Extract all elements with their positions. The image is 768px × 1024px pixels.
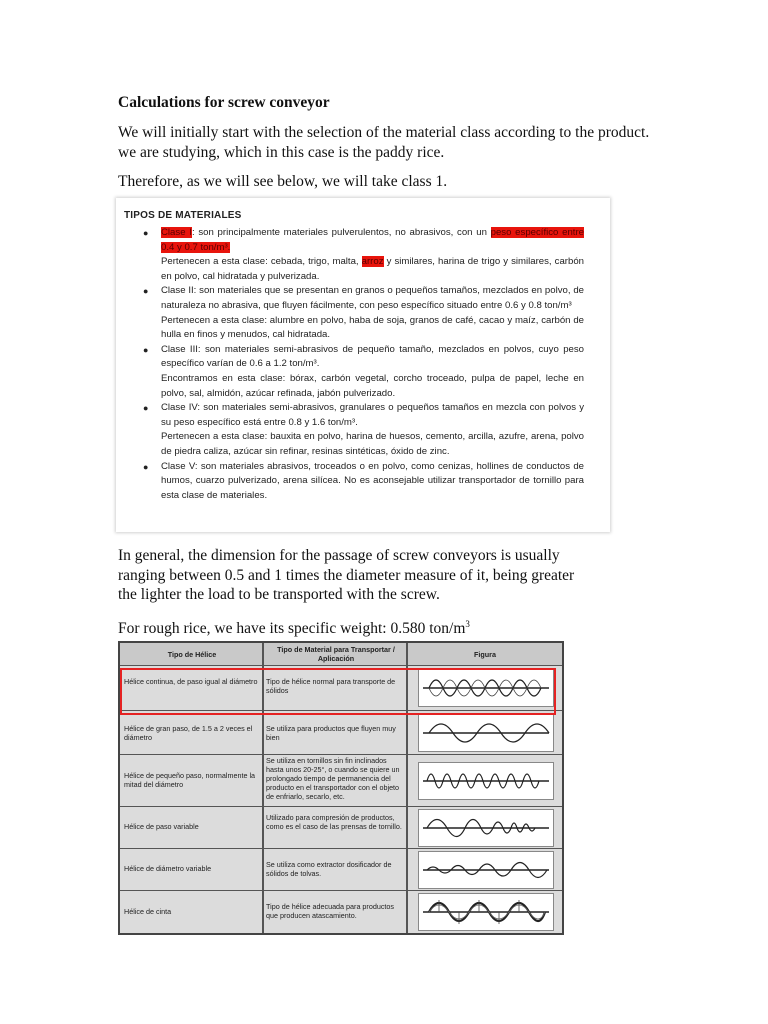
class-1-label: Clase I <box>161 227 192 238</box>
class-1-members-rest: y similares, harina de trigo y similares, carbón en polvo, cal hidratada y pulverizada. <box>161 256 584 282</box>
bullet-icon: ● <box>143 403 149 414</box>
row-tipo: Hélice de pequeño paso, normalmente la mitad del diámetro <box>124 771 256 789</box>
class-4-members: Pertenecen a esta clase: bauxita en polvo, harina de huesos, cemento, arcilla, azufre, arena, polvo de piedra caliza, azúcar sin refinar, resinas sintéticas, óxido de zinc. <box>161 431 584 457</box>
material-class-5 <box>116 460 610 504</box>
rice-weight-exponent: 3 <box>465 619 470 629</box>
helix-variable-pitch-figure <box>418 809 554 847</box>
materials-table-image <box>116 198 610 532</box>
bullet-icon: ● <box>143 228 149 238</box>
bullet-icon: ● <box>143 461 149 472</box>
rice-weight-text: For rough rice, we have its specific weight: 0.580 ton/m <box>118 620 466 638</box>
material-class-4 <box>116 401 610 459</box>
rice-highlight: arroz <box>361 256 384 268</box>
row-tipo: Hélice de gran paso, de 1.5 a 2 veces el diámetro <box>124 724 253 742</box>
intro-line-3: Therefore, as we will see below, we will take class 1. <box>118 173 448 190</box>
row-aplicacion: Tipo de hélice normal para transporte de sólidos <box>266 677 396 695</box>
helix-small-pitch-figure <box>418 762 554 800</box>
row-tipo: Hélice continua, de paso igual al diámetro <box>124 677 258 686</box>
general-line-1: In general, the dimension for the passage of screw conveyors is usually <box>118 547 560 564</box>
table-row <box>120 754 562 807</box>
bullet-icon: ● <box>143 344 149 355</box>
row-aplicacion: Se utiliza en tornillos sin fin inclinados hasta unos 20-25°, o cuando se quiere un prolongado tiempo de permanencia del producto en el transportador con el objeto de enfriarlo, secarlo, etc. <box>266 756 400 801</box>
class-2-members: Pertenecen a esta clase: alumbre en polvo, haba de soja, granos de café, cacao y maíz, carbón de hulla en finos y menudos, cal hidratada. <box>161 314 584 341</box>
class-2-text: Clase II: son materiales que se presentan en granos o pequeños tamaños, mezclados en polvo, de naturaleza no abrasiva, que fluyen fácilmente, con peso específico situado entre 0.6 y 0.8 ton/m³ <box>161 285 584 311</box>
material-class-1 <box>116 226 610 284</box>
class-1-text: : son principalmente materiales pulverulentos, no abrasivos, con un <box>191 227 491 238</box>
row-tipo: Hélice de diámetro variable <box>124 864 212 873</box>
header-figura: Figura <box>474 649 496 659</box>
intro-line-2: we are studying, which in this case is the paddy rice. <box>118 144 445 161</box>
class-3-text: Clase III: son materiales semi-abrasivos de pequeño tamaño, mezclados en polvos, cuyo peso específico varían de 0.6 a 1.2 ton/m³. <box>161 343 584 370</box>
table-row <box>120 848 562 891</box>
row-aplicacion: Tipo de hélice adecuada para productos que producen atascamiento. <box>266 902 394 920</box>
row-aplicacion: Se utiliza como extractor dosificador de sólidos de tolvas. <box>266 860 392 878</box>
general-line-2: ranging between 0.5 and 1 times the diameter measure of it, being greater <box>118 567 575 584</box>
class-1-members: Pertenecen a esta clase: cebada, trigo, malta, <box>161 256 362 268</box>
class-4-text: Clase IV: son materiales semi-abrasivos, granulares o pequeños tamaños en mezcla con polvos y su peso específico está entre 0.8 y 1.6 ton/m³. <box>161 402 584 428</box>
table-row <box>120 806 562 849</box>
class-3-members: Encontramos en esta clase: bórax, carbón vegetal, corcho troceado, pulpa de papel, leche en polvo, sal, almidón, azúcar refinada, jabón pulverizado. <box>161 372 584 399</box>
helix-large-pitch-figure <box>418 714 554 752</box>
class-1-density-highlight: peso específico entre 0.4 y 0.7 ton/m³. <box>161 227 584 253</box>
row-tipo: Hélice de cinta <box>124 907 172 916</box>
materials-heading: TIPOS DE MATERIALES <box>124 210 242 221</box>
table-row <box>120 710 562 755</box>
material-class-2 <box>116 284 610 342</box>
table-header <box>120 643 562 666</box>
rice-specific-weight <box>118 614 470 639</box>
row-tipo: Hélice de paso variable <box>124 822 199 831</box>
helix-ribbon-figure <box>418 893 554 931</box>
intro-line-1: We will initially start with the selection of the material class according to the product. <box>118 124 650 141</box>
class-5-text: Clase V: son materiales abrasivos, troceados o en polvo, como cenizas, hollines de conductos de humos, cuarzo pulverizado, arena silícea. No es aconsejable utilizar transportador de tornillo para esta clase de materiales. <box>161 460 584 501</box>
row-aplicacion: Se utiliza para productos que fluyen muy bien <box>266 724 396 742</box>
document-title: Calculations for screw conveyor <box>118 94 330 111</box>
header-tipo-material: Tipo de Material para Transportar / Aplicación <box>277 645 395 663</box>
material-class-3 <box>116 343 610 401</box>
table-row <box>120 890 562 933</box>
helix-variable-diameter-figure <box>418 851 554 889</box>
materials-list <box>116 226 610 503</box>
bullet-icon: ● <box>143 286 149 297</box>
selected-row-highlight <box>120 668 556 715</box>
header-tipo-helice: Tipo de Hélice <box>167 649 217 659</box>
row-aplicacion: Utilizado para compresión de productos, como es el caso de las prensas de tornillo. <box>266 813 402 831</box>
general-line-3: the lighter the load to be transported with the screw. <box>118 586 440 603</box>
